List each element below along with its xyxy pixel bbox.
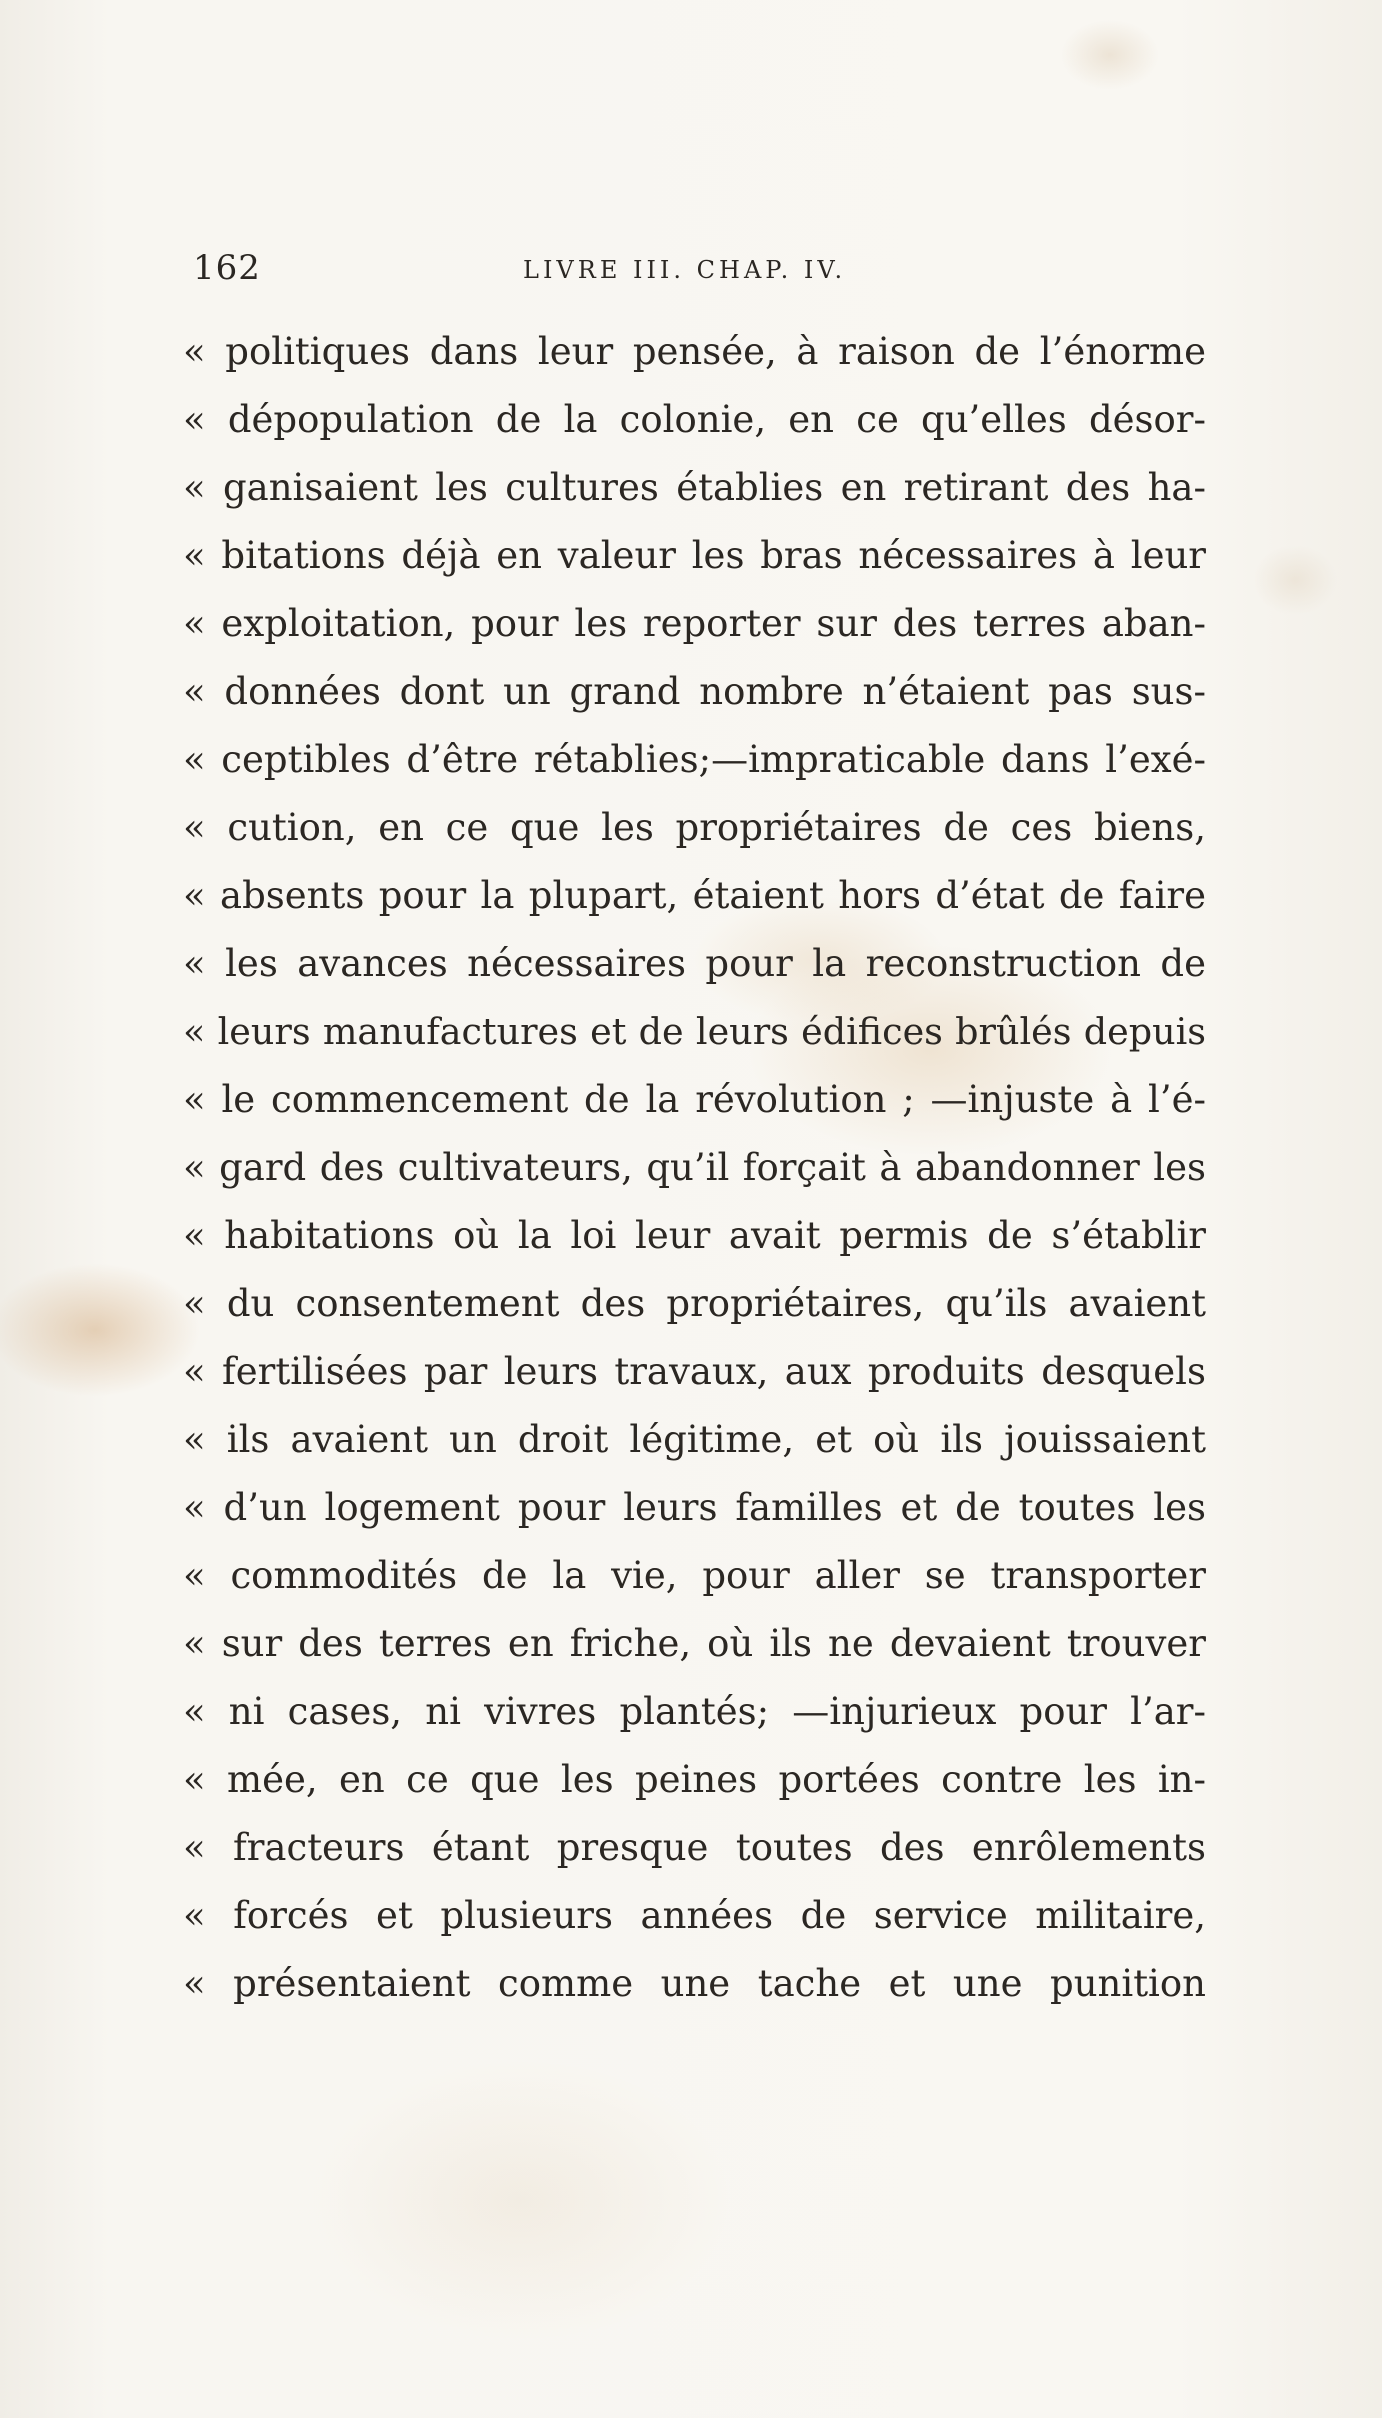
text-line: « leurs manufactures et de leurs édifices brûlés depuis [183, 1010, 1206, 1053]
text-line: « ganisaient les cultures établies en retirant des ha- [183, 466, 1206, 509]
text-line: « commodités de la vie, pour aller se transporter [183, 1554, 1206, 1597]
text-line: « absents pour la plupart, étaient hors d’état de faire [183, 874, 1206, 917]
text-line: « forcés et plusieurs années de service militaire, [183, 1894, 1206, 1937]
text-line: « mée, en ce que les peines portées contre les in- [183, 1758, 1206, 1801]
text-line: « exploitation, pour les reporter sur des terres aban- [183, 602, 1206, 645]
text-line: « d’un logement pour leurs familles et de toutes les [183, 1486, 1206, 1529]
text-line: « les avances nécessaires pour la reconstruction de [183, 942, 1206, 985]
page-number: 162 [193, 248, 261, 288]
text-line: « gard des cultivateurs, qu’il forçait à abandonner les [183, 1146, 1206, 1189]
text-line: « fracteurs étant presque toutes des enrôlements [183, 1826, 1206, 1869]
text-line: « ceptibles d’être rétablies;—impraticable dans l’exé- [183, 738, 1206, 781]
text-line: « politiques dans leur pensée, à raison de l’énorme [183, 330, 1206, 373]
body-text [183, 318, 1206, 2018]
text-line: « fertilisées par leurs travaux, aux produits desquels [183, 1350, 1206, 1393]
text-line: « le commencement de la révolution ; —injuste à l’é- [183, 1078, 1206, 1121]
text-line: « bitations déjà en valeur les bras nécessaires à leur [183, 534, 1206, 577]
text-line: « dépopulation de la colonie, en ce qu’elles désor- [183, 398, 1206, 441]
text-line: « du consentement des propriétaires, qu’ils avaient [183, 1282, 1206, 1325]
text-line: « données dont un grand nombre n’étaient pas sus- [183, 670, 1206, 713]
running-title: LIVRE III. CHAP. IV. [523, 256, 847, 284]
text-line: « ni cases, ni vivres plantés; —injurieux pour l’ar- [183, 1690, 1206, 1733]
text-line: « présentaient comme une tache et une punition [183, 1962, 1206, 2005]
text-line: « habitations où la loi leur avait permis de s’établir [183, 1214, 1206, 1257]
text-line: « cution, en ce que les propriétaires de ces biens, [183, 806, 1206, 849]
running-head [193, 248, 1203, 288]
text-line: « sur des terres en friche, où ils ne devaient trouver [183, 1622, 1206, 1665]
text-line: « ils avaient un droit légitime, et où ils jouissaient [183, 1418, 1206, 1461]
